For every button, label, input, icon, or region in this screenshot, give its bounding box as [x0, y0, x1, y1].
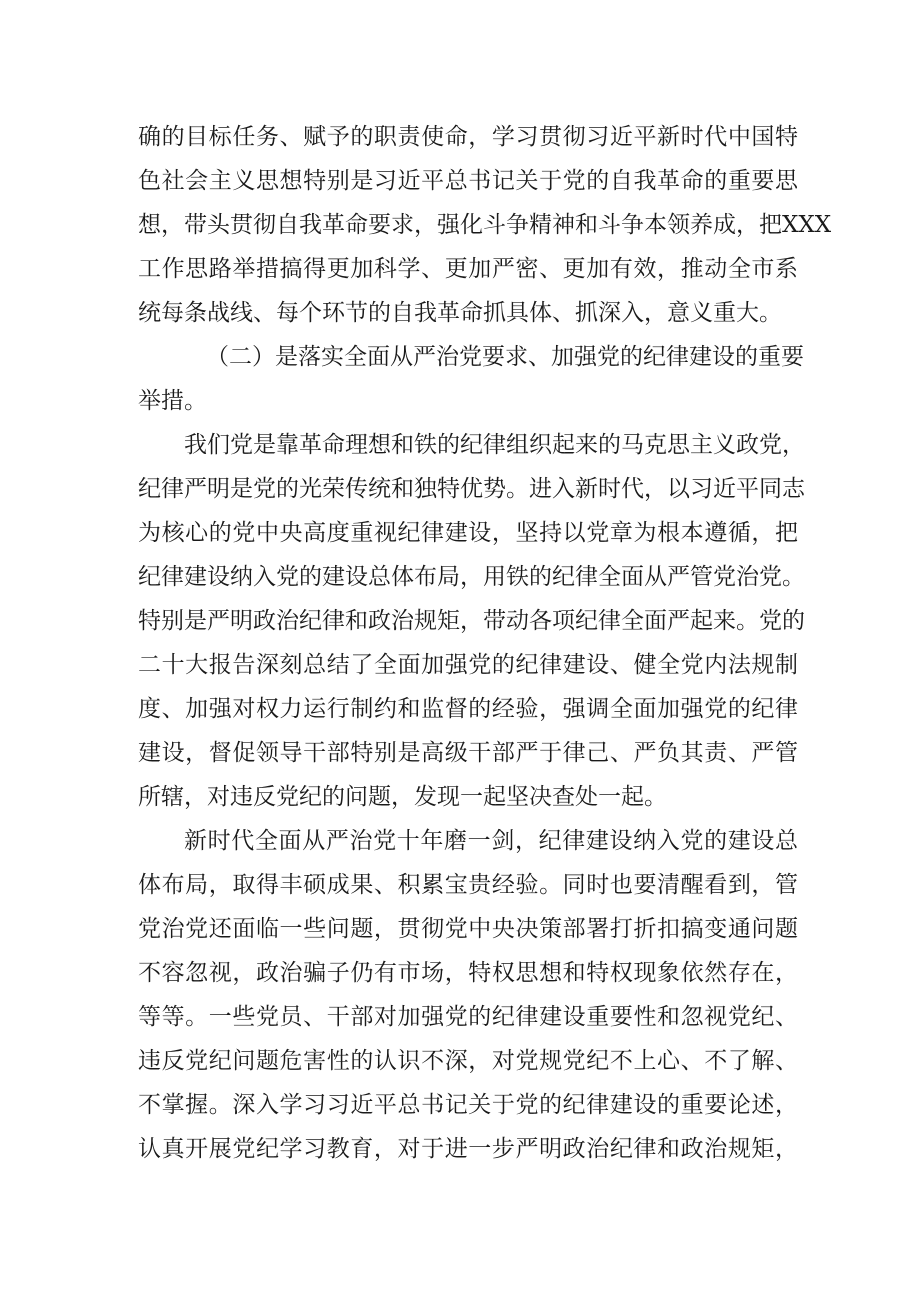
paragraph-1-line-5: 统每条战线、每个环节的自我革命抓具体、抓深入，意义重大。: [138, 300, 782, 326]
paragraph-2-line-9: 所辖，对违反党纪的问题，发现一起坚决查处一起。: [138, 784, 667, 810]
paragraph-1-line-4: 工作思路举措搞得更加科学、更加严密、更加有效，推动全市系: [138, 256, 798, 282]
paragraph-1-line-3: 想，带头贯彻自我革命要求，强化斗争精神和斗争本领养成，把XXX: [138, 212, 832, 238]
paragraph-2-line-8: 建设，督促领导干部特别是高级干部严于律己、严负其责、严管: [138, 740, 798, 766]
paragraph-2-line-3: 为核心的党中央高度重视纪律建设，坚持以党章为根本遵循，把: [138, 520, 798, 546]
paragraph-2-line-1: 我们党是靠革命理想和铁的纪律组织起来的马克思主义政党，: [184, 432, 805, 458]
paragraph-3-line-6: 违反党纪问题危害性的认识不深，对党规党纪不上心、不了解、: [138, 1048, 798, 1074]
paragraph-3-line-5: 等等。一些党员、干部对加强党的纪律建设重要性和忽视党纪、: [138, 1004, 798, 1030]
paragraph-3-line-4: 不容忽视，政治骗子仍有市场，特权思想和特权现象依然存在，: [138, 960, 798, 986]
paragraph-3-line-1: 新时代全面从严治党十年磨一剑，纪律建设纳入党的建设总: [184, 828, 798, 854]
paragraph-3-line-8: 认真开展党纪学习教育，对于进一步严明政治纪律和政治规矩，: [138, 1136, 798, 1162]
paragraph-2-line-4: 纪律建设纳入党的建设总体布局，用铁的纪律全面从严管党治党。: [138, 564, 805, 590]
paragraph-3-line-2: 体布局，取得丰硕成果、积累宝贵经验。同时也要清醒看到，管: [138, 872, 798, 898]
section-heading-line-2: 举措。: [138, 388, 207, 414]
paragraph-2-line-7: 度、加强对权力运行制约和监督的经验，强调全面加强党的纪律: [138, 696, 798, 722]
section-heading-line-1: （二）是落实全面从严治党要求、加强党的纪律建设的重要: [206, 344, 804, 370]
paragraph-1-line-1: 确的目标任务、赋予的职责使命，学习贯彻习近平新时代中国特: [138, 124, 798, 150]
paragraph-3-line-3: 党治党还面临一些问题，贯彻党中央决策部署打折扣搞变通问题: [138, 916, 798, 942]
paragraph-1-line-2: 色社会主义思想特别是习近平总书记关于党的自我革命的重要思: [138, 168, 798, 194]
paragraph-2-line-2: 纪律严明是党的光荣传统和独特优势。进入新时代，以习近平同志: [138, 476, 805, 502]
paragraph-2-line-5: 特别是严明政治纪律和政治规矩，带动各项纪律全面严起来。党的: [138, 608, 805, 634]
paragraph-3-line-7: 不掌握。深入学习习近平总书记关于党的纪律建设的重要论述，: [138, 1092, 798, 1118]
paragraph-2-line-6: 二十大报告深刻总结了全面加强党的纪律建设、健全党内法规制: [138, 652, 798, 678]
